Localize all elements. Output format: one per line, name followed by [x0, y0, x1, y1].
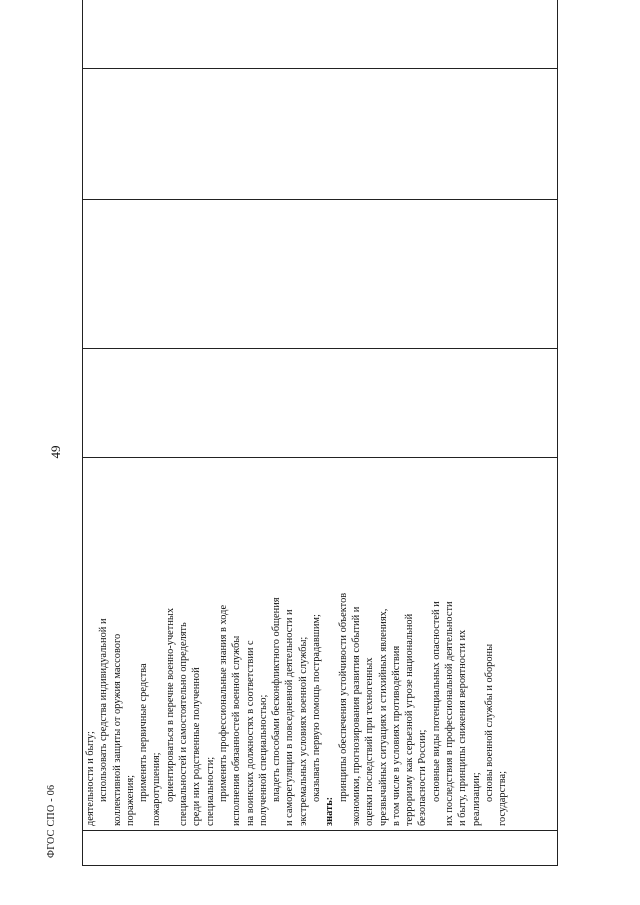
table-cell-index: [83, 831, 558, 866]
content-line: реализации;: [470, 772, 482, 826]
content-line: их последствия в профессиональной деятельности: [444, 601, 456, 826]
content-line: оценки последствий при техногенных: [364, 657, 376, 826]
content-line: применять профессиональные знания в ходе: [217, 604, 229, 802]
content-line: специальности;: [204, 756, 216, 826]
content-line: владеть способами бесконфликтного общения: [271, 597, 283, 802]
content-line: применять первичные средства: [138, 663, 150, 802]
content-line: безопасности России;: [417, 729, 429, 826]
content-line: и быту, принципы снижения вероятности их: [457, 629, 469, 826]
competency-table: [82, 0, 558, 866]
table-cell-empty: [83, 349, 558, 458]
content-line: терроризму как серьезной угрозе национальной: [404, 613, 416, 826]
content-line: полученной специальностью;: [257, 694, 269, 826]
content-line: экономики, прогнозирования развития событий и: [350, 606, 362, 826]
content-line: в том числе в условиях противодействия: [390, 645, 402, 826]
content-line: использовать средства индивидуальной и: [98, 618, 110, 802]
content-line: поражения;: [124, 774, 136, 826]
content-line: среди них родственные полученной: [191, 667, 203, 826]
content-line: ориентироваться в перечне военно-учетных: [164, 607, 176, 802]
content-text: [84, 462, 510, 826]
content-line: государства;: [497, 771, 509, 826]
content-line: оказывать первую помощь пострадавшим;: [311, 614, 323, 802]
table-cell-empty: [83, 200, 558, 349]
content-line: специальностей и самостоятельно определять: [178, 622, 190, 826]
table-cell-empty: [83, 0, 558, 69]
content-line: основные виды потенциальных опасностей и: [430, 601, 442, 802]
table-row: [83, 0, 558, 866]
footer-code: ФГОС СПО - 06: [46, 784, 57, 858]
rotated-table: [82, 40, 558, 866]
content-line: деятельности и быту;: [85, 731, 96, 826]
table-cell-empty: [83, 69, 558, 200]
content-line: пожаротушения;: [151, 752, 163, 826]
page-number: 49: [48, 445, 63, 459]
content-line: и саморегуляции в повседневной деятельности и: [284, 609, 296, 826]
content-line: на воинских должностях в соответствии с: [244, 640, 256, 826]
table-cell-content: [83, 458, 558, 831]
content-line: основы военной службы и обороны: [483, 643, 495, 802]
content-line: принципы обеспечения устойчивости объектов: [337, 592, 349, 802]
content-line: коллективной защиты от оружия массового: [111, 633, 123, 826]
content-line: экстремальных условиях военной службы;: [297, 636, 309, 826]
content-line: знать:: [324, 796, 336, 826]
content-line: чрезвычайных ситуациях и стихийных явлениях,: [377, 608, 389, 826]
content-line: исполнения обязанностей военной службы: [231, 635, 243, 826]
